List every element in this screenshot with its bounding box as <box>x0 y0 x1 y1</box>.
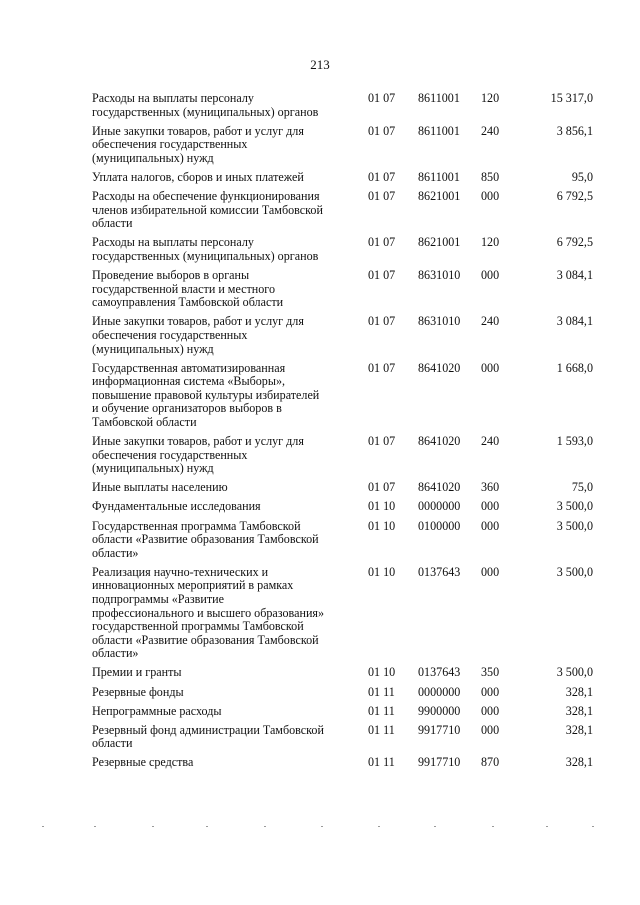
expense-type-code: 120 <box>481 235 500 250</box>
target-article-code: 9900000 <box>418 703 461 718</box>
section-rz: 01 <box>368 360 381 375</box>
expense-type-code: 000 <box>481 722 500 737</box>
scan-artifact-dots <box>40 826 600 830</box>
table-row <box>92 566 602 661</box>
amount: 3 084,1 <box>556 314 593 329</box>
expense-name: Иные закупки товаров, работ и услуг для обеспечения государственных (муниципальных) нужд <box>92 314 304 356</box>
target-article-code: 0137643 <box>418 564 461 579</box>
target-article-code: 8611001 <box>418 91 460 105</box>
expense-type-code: 850 <box>481 169 500 184</box>
expense-name: Расходы на выплаты персоналу государственных (муниципальных) органов <box>92 91 319 119</box>
subsection-pr: 07 <box>383 434 396 449</box>
section-code <box>350 566 413 580</box>
target-article-code: 8621001 <box>418 235 461 250</box>
expense-type-code: 000 <box>481 684 500 699</box>
subsection-pr: 07 <box>383 189 396 204</box>
section-code <box>350 435 413 449</box>
table-row <box>92 666 602 680</box>
expense-name: Расходы на обеспечение функционирования членов избирательной комиссии Тамбовской области <box>92 189 323 231</box>
section-rz: 01 <box>368 314 381 329</box>
expense-name: Фундаментальные исследования <box>92 499 261 514</box>
expense-name: Резервные фонды <box>92 684 184 699</box>
table-row <box>92 171 602 185</box>
table-row <box>92 686 602 700</box>
expense-name: Расходы на выплаты персоналу государственных (муниципальных) органов <box>92 235 319 263</box>
section-code <box>350 756 413 770</box>
amount: 95,0 <box>571 169 593 184</box>
amount: 328,1 <box>565 755 593 770</box>
amount: 328,1 <box>565 684 593 699</box>
section-rz: 01 <box>368 169 381 184</box>
amount: 6 792,5 <box>556 235 593 250</box>
subsection-pr: 10 <box>383 564 396 579</box>
budget-table <box>92 92 602 776</box>
amount: 3 500,0 <box>556 564 593 579</box>
amount: 328,1 <box>565 703 593 718</box>
subsection-pr: 07 <box>383 169 396 184</box>
section-rz: 01 <box>368 123 381 138</box>
section-code <box>350 520 413 534</box>
amount: 1 593,0 <box>556 434 593 449</box>
section-code <box>350 190 413 204</box>
section-code <box>350 315 413 329</box>
table-row <box>92 269 602 310</box>
expense-name: Непрограммные расходы <box>92 703 222 718</box>
amount: 1 668,0 <box>556 360 593 375</box>
table-row <box>92 92 602 119</box>
section-rz: 01 <box>368 189 381 204</box>
table-row <box>92 481 602 495</box>
table-row <box>92 190 602 231</box>
subsection-pr: 07 <box>383 268 396 283</box>
expense-type-code: 000 <box>481 360 500 375</box>
target-article-code: 9917710 <box>418 722 461 737</box>
expense-name: Иные выплаты населению <box>92 480 228 495</box>
expense-type-code: 870 <box>481 755 500 770</box>
table-row <box>92 435 602 476</box>
expense-name: Иные закупки товаров, работ и услуг для обеспечения государственных (муниципальных) нужд <box>92 123 304 165</box>
target-article-code: 8631010 <box>418 268 461 283</box>
table-row <box>92 705 602 719</box>
expense-name: Резервный фонд администрации Тамбовской области <box>92 722 324 751</box>
section-code <box>350 171 413 185</box>
target-article-code: 8631010 <box>418 314 461 329</box>
expense-name: Государственная программа Тамбовской области «Развитие образования Тамбовской области» <box>92 518 319 560</box>
subsection-pr: 07 <box>383 91 396 105</box>
target-article-code: 8611001 <box>418 123 460 138</box>
table-row <box>92 362 602 430</box>
table-row <box>92 724 602 751</box>
section-rz: 01 <box>368 499 381 514</box>
subsection-pr: 07 <box>383 123 396 138</box>
subsection-pr: 11 <box>383 703 395 718</box>
section-code <box>350 125 413 139</box>
amount: 15 317,0 <box>550 91 593 105</box>
target-article-code: 0000000 <box>418 499 461 514</box>
subsection-pr: 11 <box>383 722 395 737</box>
section-rz: 01 <box>368 755 381 770</box>
subsection-pr: 07 <box>383 480 396 495</box>
target-article-code: 8611001 <box>418 169 460 184</box>
section-rz: 01 <box>368 434 381 449</box>
section-code <box>350 362 413 376</box>
section-rz: 01 <box>368 235 381 250</box>
section-code <box>350 686 413 700</box>
subsection-pr: 07 <box>383 235 396 250</box>
expense-type-code: 000 <box>481 189 500 204</box>
target-article-code: 8621001 <box>418 189 461 204</box>
expense-type-code: 350 <box>481 665 500 680</box>
expense-type-code: 000 <box>481 518 500 533</box>
expense-type-code: 240 <box>481 434 500 449</box>
section-code <box>350 92 413 106</box>
section-code <box>350 481 413 495</box>
target-article-code: 9917710 <box>418 755 461 770</box>
expense-type-code: 120 <box>481 91 500 105</box>
expense-name: Уплата налогов, сборов и иных платежей <box>92 169 304 184</box>
table-row <box>92 236 602 263</box>
expense-name: Проведение выборов в органы государственной власти и местного самоуправления Тамбовской области <box>92 268 284 310</box>
subsection-pr: 07 <box>383 360 396 375</box>
amount: 3 500,0 <box>556 665 593 680</box>
expense-type-code: 000 <box>481 499 500 514</box>
expense-type-code: 000 <box>481 564 500 579</box>
subsection-pr: 11 <box>383 755 395 770</box>
expense-name: Резервные средства <box>92 755 194 770</box>
amount: 328,1 <box>565 722 593 737</box>
section-rz: 01 <box>368 722 381 737</box>
expense-name: Реализация научно-технических и инновационных мероприятий в рамках подпрограммы «Развитие профессионального и высшего образования» государственной программы Тамбовской области «Развитие образования Тамбовской области» <box>92 564 325 661</box>
subsection-pr: 07 <box>383 314 396 329</box>
section-rz: 01 <box>368 268 381 283</box>
amount: 3 856,1 <box>556 123 593 138</box>
table-row <box>92 500 602 514</box>
section-rz: 01 <box>368 665 381 680</box>
target-article-code: 0000000 <box>418 684 461 699</box>
amount: 6 792,5 <box>556 189 593 204</box>
subsection-pr: 10 <box>383 665 396 680</box>
section-code <box>350 236 413 250</box>
expense-type-code: 240 <box>481 123 500 138</box>
subsection-pr: 10 <box>383 518 396 533</box>
section-rz: 01 <box>368 91 381 105</box>
subsection-pr: 10 <box>383 499 396 514</box>
amount: 3 500,0 <box>556 518 593 533</box>
page-number: 213 <box>310 57 330 72</box>
amount: 3 084,1 <box>556 268 593 283</box>
table-row <box>92 520 602 561</box>
amount: 75,0 <box>571 480 593 495</box>
target-article-code: 0100000 <box>418 518 461 533</box>
amount: 3 500,0 <box>556 499 593 514</box>
target-article-code: 0137643 <box>418 665 461 680</box>
section-rz: 01 <box>368 480 381 495</box>
expense-type-code: 000 <box>481 268 500 283</box>
section-rz: 01 <box>368 684 381 699</box>
expense-name: Государственная автоматизированная информационная система «Выборы», повышение правовой культуры избирателей и обучение организаторов выборов в Тамбовской области <box>92 360 320 429</box>
expense-type-code: 360 <box>481 480 500 495</box>
subsection-pr: 11 <box>383 684 395 699</box>
table-row <box>92 125 602 166</box>
section-code <box>350 500 413 514</box>
expense-type-code: 000 <box>481 703 500 718</box>
section-rz: 01 <box>368 518 381 533</box>
expense-name: Иные закупки товаров, работ и услуг для обеспечения государственных (муниципальных) нужд <box>92 434 304 476</box>
section-rz: 01 <box>368 703 381 718</box>
section-rz: 01 <box>368 564 381 579</box>
target-article-code: 8641020 <box>418 480 461 495</box>
expense-name: Премии и гранты <box>92 665 182 680</box>
section-code <box>350 269 413 283</box>
expense-type-code: 240 <box>481 314 500 329</box>
table-row <box>92 315 602 356</box>
section-code <box>350 705 413 719</box>
table-row <box>92 756 602 770</box>
section-code <box>350 666 413 680</box>
target-article-code: 8641020 <box>418 434 461 449</box>
section-code <box>350 724 413 738</box>
target-article-code: 8641020 <box>418 360 461 375</box>
